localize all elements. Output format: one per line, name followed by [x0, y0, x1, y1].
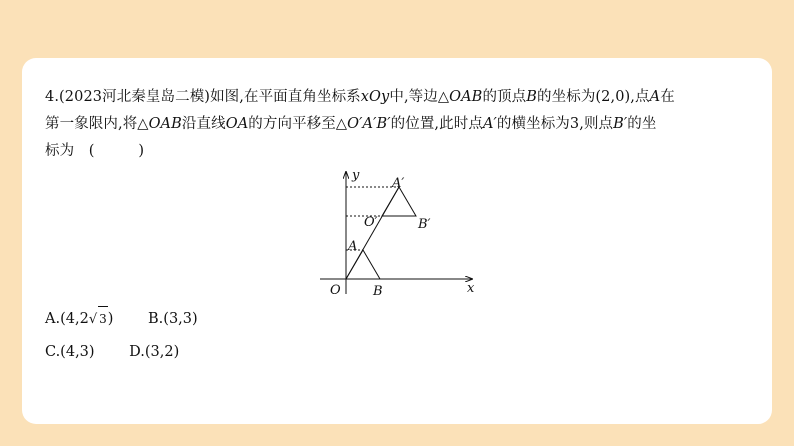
label-b: B — [373, 284, 383, 299]
question-line-2 — [45, 111, 745, 138]
math-oab: OAB — [148, 116, 182, 132]
text-segment: 的横坐标为3,则点 — [496, 116, 614, 132]
triangle-oab-prime — [382, 187, 416, 216]
label-a-prime: A′ — [392, 176, 405, 191]
label-b-prime: B′ — [418, 217, 431, 232]
option-b[interactable]: B.(3,3) — [148, 311, 198, 327]
text-segment: 的方向平移至△ — [248, 116, 348, 132]
question-text — [45, 84, 745, 165]
coordinate-figure — [312, 166, 484, 302]
text-segment: 第一象限内,将△ — [45, 116, 149, 132]
math-b-prime: B′ — [613, 116, 628, 132]
math-oa: OA — [225, 116, 249, 132]
question-source: (2023河北秦皇岛二模) — [59, 89, 211, 105]
math-oab-prime: O′A′B′ — [347, 116, 391, 132]
text-segment: 如图,在平面直角坐标系 — [210, 89, 361, 105]
text-segment: 沿直线 — [181, 116, 226, 132]
sqrt-radicand: 3 — [98, 306, 108, 331]
options-row-1 — [45, 306, 198, 340]
text-segment: 的顶点 — [482, 89, 527, 105]
option-c[interactable]: C.(4,3) — [45, 344, 95, 360]
math-oab: OAB — [449, 89, 483, 105]
option-a-suffix: ) — [107, 311, 114, 327]
text-segment: 中,等边△ — [389, 89, 450, 105]
math-xoy: xOy — [360, 89, 390, 105]
question-line-3: 标为 ( ) — [45, 143, 145, 159]
option-a[interactable] — [45, 306, 113, 332]
sqrt-expression — [89, 306, 108, 332]
math-a-prime: A′ — [482, 116, 497, 132]
label-o-prime: O′ — [364, 215, 378, 230]
math-a: A — [649, 89, 661, 105]
text-segment: 的坐 — [627, 116, 657, 132]
options-row-2 — [45, 340, 198, 374]
math-b: B — [526, 89, 538, 105]
label-a: A — [348, 239, 358, 254]
figure-svg — [312, 166, 484, 302]
triangle-oab — [346, 250, 380, 279]
text-segment: 的位置,此时点 — [390, 116, 483, 132]
answer-options — [45, 306, 198, 374]
option-d[interactable]: D.(3,2) — [129, 344, 180, 360]
label-x: x — [467, 281, 475, 296]
text-segment: 的坐标为(2,0),点 — [537, 89, 650, 105]
label-y: y — [352, 168, 360, 183]
question-line-1 — [45, 84, 745, 111]
option-a-prefix: A.(4,2 — [45, 311, 89, 327]
label-o: O — [330, 283, 341, 298]
text-segment: 在 — [660, 89, 675, 105]
question-number: 4. — [45, 89, 60, 105]
sqrt-icon: √ — [88, 312, 98, 327]
